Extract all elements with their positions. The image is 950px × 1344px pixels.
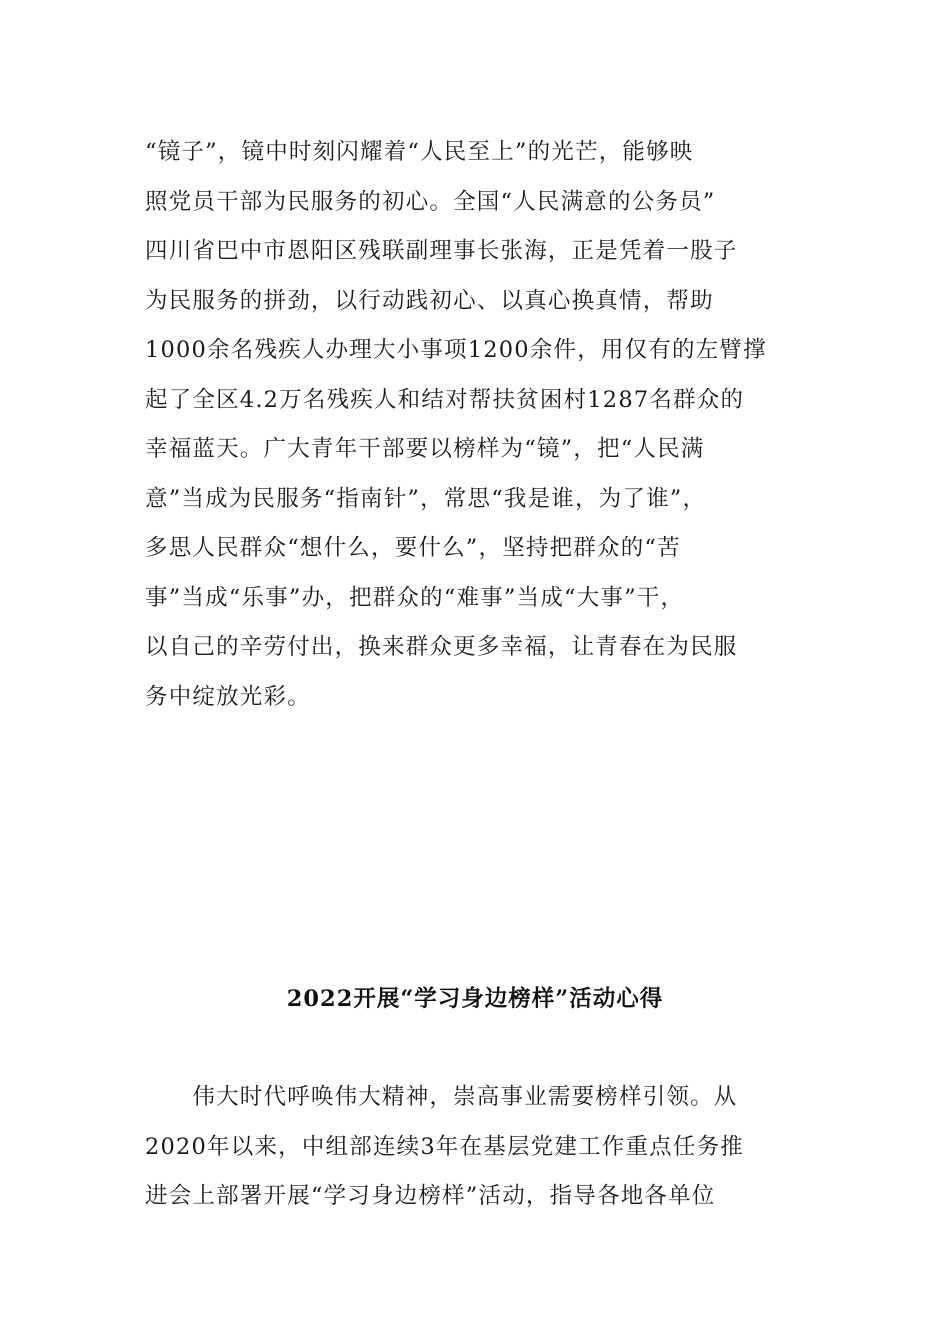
text-line: 2020年以来，中组部连续3年在基层党建工作重点任务推: [145, 1133, 744, 1160]
body-paragraph-1: [145, 128, 805, 722]
text-line: 意”当成为民服务“指南针”，常思“我是谁，为了谁”，: [145, 485, 707, 512]
text-line: 照党员干部为民服务的初心。全国“人民满意的公务员”: [145, 188, 716, 215]
text-line: 幸福蓝天。广大青年干部要以榜样为“镜”，把“人民满: [145, 436, 705, 462]
text-line: 进会上部署开展“学习身边榜样”活动，指导各地各单位: [145, 1183, 716, 1209]
body-paragraph-2: [145, 1073, 805, 1222]
text-line: 为民服务的拼劲，以行动践初心、以真心换真情，帮助: [145, 287, 714, 314]
text-line: 起了全区4.2万名残疾人和结对帮扶贫困村1287名群众的: [145, 386, 745, 413]
section-heading: 2022开展“学习身边榜样”活动心得: [286, 986, 664, 1012]
text-line: “镜子”，镜中时刻闪耀着“人民至上”的光芒，能够映: [145, 139, 694, 165]
text-line: 1000余名残疾人办理大小事项1200余件，用仅有的左臂撑: [145, 337, 767, 363]
text-line: 以自己的辛劳付出，换来群众更多幸福，让青春在为民服: [145, 634, 738, 660]
text-line: 多思人民群众“想什么，要什么”，坚持把群众的“苦: [145, 535, 681, 561]
text-line: 务中绽放光彩。: [145, 683, 311, 710]
text-line: 四川省巴中市恩阳区残联副理事长张海，正是凭着一股子: [145, 238, 738, 264]
text-line: 伟大时代呼唤伟大精神，崇高事业需要榜样引领。从: [145, 1084, 738, 1110]
text-line: 事”当成“乐事”办，把群众的“难事”当成“大事”干，: [145, 584, 685, 611]
